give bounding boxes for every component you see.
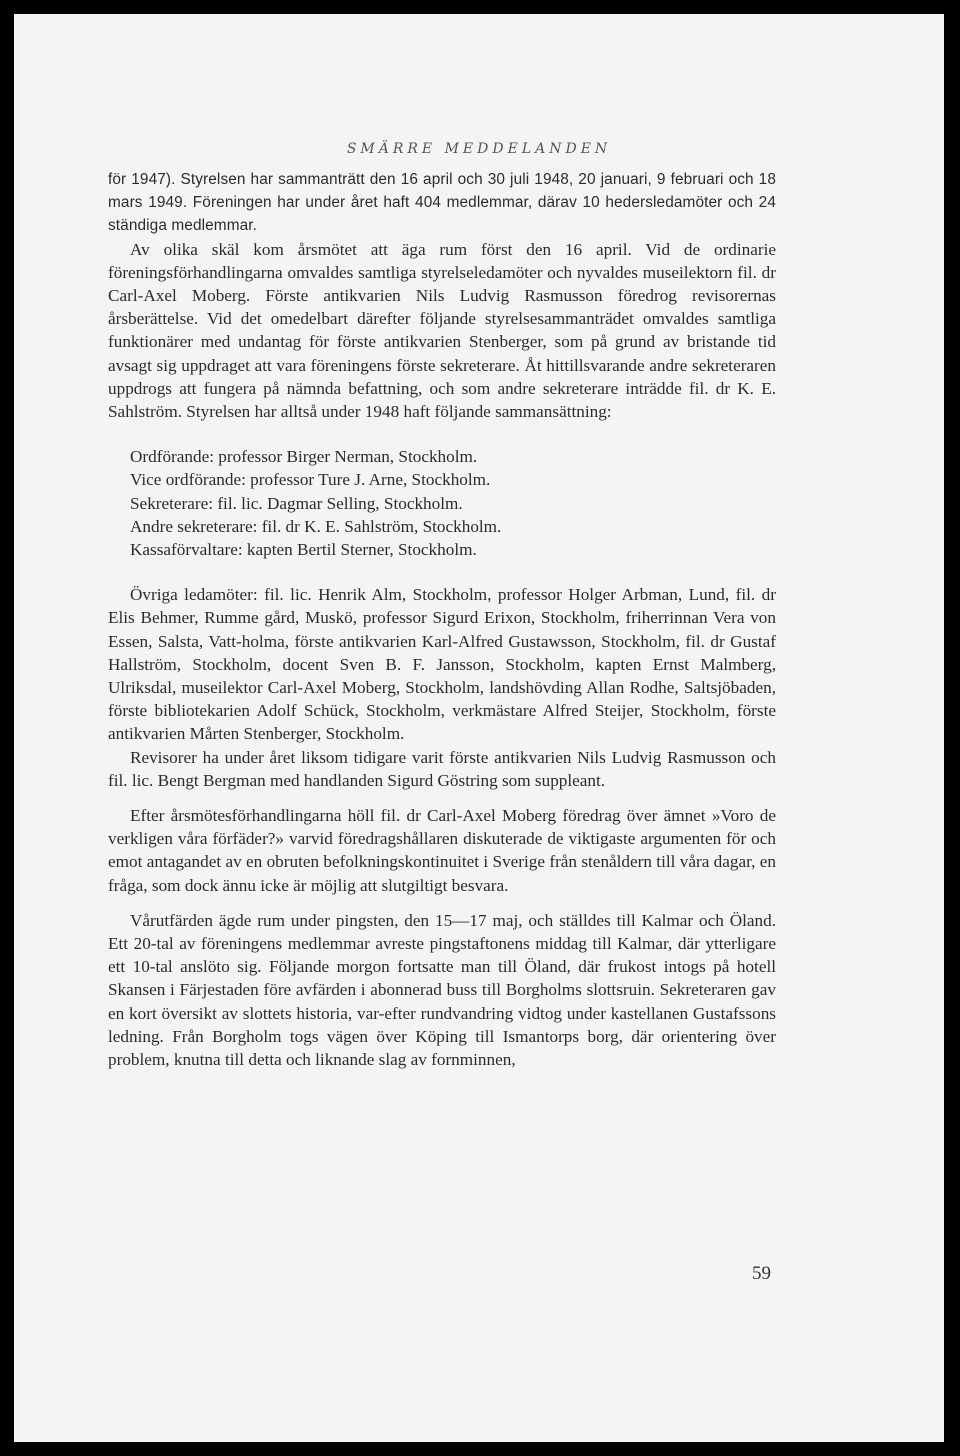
running-head: SMÄRRE MEDDELANDEN	[346, 141, 612, 157]
board-member: Ordförande: professor Birger Nerman, Stockholm.	[130, 447, 478, 467]
article-body	[108, 168, 776, 1071]
paragraph-3: Övriga ledamöter: fil. lic. Henrik Alm, Stockholm, professor Holger Arbman, Lund, fil. dr Elis Behmer, Rumme gård, Muskö, professor Sigurd Erixon, Stockholm, friherrinnan Vera von Essen, Salsta, Vatt-holma, förste antikvarien Karl-Alfred Gustawsson, Stockholm, fil. dr Gustaf Hallström, Stockholm, docent Sven B. F. Jansson, Stockholm, kapten Ernst Malmberg, Ulriksdal, museilektor Carl-Axel Moberg, Stockholm, landshövding Allan Rodhe, Saltsjöbaden, förste bibliotekarien Adolf Schück, Stockholm, verkmästare Alfred Steijer, Stockholm, förste antikvarien Mårten Stenberger, Stockholm.	[108, 585, 776, 744]
paragraph-6: Vårutfärden ägde rum under pingsten, den 15—17 maj, och ställdes till Kalmar och Öland. Ett 20-tal av föreningens medlemmar avreste pingstaftonens middag till Kalmar, där ytterligare ett 10-tal anslöto sig. Följande morgon fortsatte man till Öland, där frukost intogs på hotell Skansen i Färjestaden före avfärden i abonnerad buss till Borgholms slottsruin. Sekreteraren gav en kort översikt av slottets historia, var-efter rundvandring vidtog under kastellanen Gustafssons ledning. Från Borgholm togs vägen över Köping till Ismantorps borg, där orientering över problem, knutna till detta och liknande slag av fornminnen,	[108, 910, 776, 1070]
paragraph-4: Revisorer ha under året liksom tidigare varit förste antikvarien Nils Ludvig Rasmusson och fil. lic. Bengt Bergman med handlanden Sigurd Göstring som suppleant.	[108, 747, 776, 790]
paragraph-1-line-3: 404 medlemmar, därav 10 hedersledamöter och 24 ständiga medlemmar.	[108, 194, 776, 235]
paragraph-1	[108, 168, 776, 238]
board-member: Andre sekreterare: fil. dr K. E. Sahlström, Stockholm.	[130, 516, 502, 536]
board-list	[130, 445, 776, 561]
paragraph-1-line-1: för 1947). Styrelsen har sammanträtt den 16 april och 30 juli 1948, 20	[108, 171, 596, 188]
page	[14, 14, 944, 1442]
board-member: Vice ordförande: professor Ture J. Arne, Stockholm.	[130, 470, 491, 490]
page-number: 59	[752, 1263, 771, 1284]
board-member: Kassaförvaltare: kapten Bertil Sterner, Stockholm.	[130, 539, 477, 559]
paragraph-2: Av olika skäl kom årsmötet att äga rum först den 16 april. Vid de ordinarie föreningsförhandlingarna omvaldes samtliga styrelseledamöter och nyvaldes museilektorn fil. dr Carl-Axel Moberg. Förste antikvarien Nils Ludvig Rasmusson föredrog revisorernas årsberättelse. Vid det omedelbart därefter följande styrelsesammanträdet omvaldes samtliga funktionärer med undantag för förste antikvarien Stenberger, som på grund av bristande tid avsagt sig uppdraget att vara föreningens förste sekreterare. Åt hittillsvarande andre sekreteraren uppdrogs att fungera på nämnda befattning, och som andre sekreterare inträdde fil. dr K. E. Sahlström. Styrelsen har alltså under 1948 haft följande sammansättning:	[108, 239, 776, 422]
board-member: Sekreterare: fil. lic. Dagmar Selling, Stockholm.	[130, 493, 463, 513]
paragraph-5: Efter årsmötesförhandlingarna höll fil. dr Carl-Axel Moberg föredrag över ämnet »Voro de verkligen våra förfäder?» varvid föredragshållaren diskuterade de viktigaste argumenten för och emot antagandet av en obruten befolkningskontinuitet i Sverige från stenåldern till våra dagar, en fråga, som dock ännu icke är möjlig att slutgiltigt besvara.	[108, 806, 776, 895]
paragraph-1-line-2: januari, 9 februari och 18 mars 1949. Föreningen har under året haft	[108, 171, 777, 212]
